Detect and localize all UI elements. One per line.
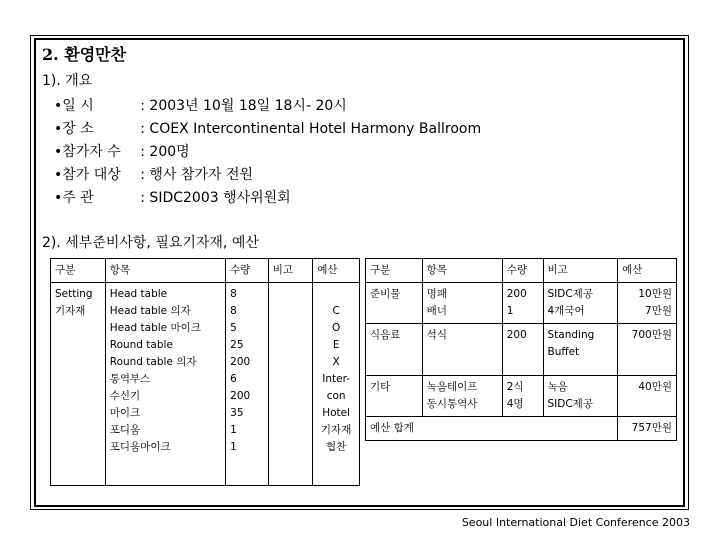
overview-value: : COEX Intercontinental Hotel Harmony Ballroom [140, 121, 482, 137]
list-item: Head table 마이크 [109, 322, 201, 334]
qty-value: 5 [230, 322, 237, 334]
overview-label: 장 소 [62, 121, 94, 137]
equipment-table [50, 258, 360, 486]
list-item: Head table 의자 [109, 305, 191, 317]
table-header-row [366, 259, 677, 283]
bullet-icon: • [54, 190, 63, 206]
bullet-icon: • [54, 167, 63, 183]
qty-value: 200 [230, 356, 251, 368]
qty-value: 1 [230, 424, 237, 436]
qty-value: 8 [230, 305, 237, 317]
table-header: 구분 [366, 259, 423, 283]
table-row [366, 324, 677, 376]
bullet-icon: • [54, 121, 63, 137]
qty-cell: 2식 4명 [502, 376, 543, 417]
overview-label: 주 관 [62, 190, 94, 206]
category-cell: 준비물 [366, 283, 423, 324]
overview-item [54, 141, 190, 161]
bullet-icon: • [54, 144, 63, 160]
qty-value: 200 [230, 390, 251, 402]
item-cell: 명패 배너 [422, 283, 502, 324]
overview-item [54, 187, 291, 207]
qty-value: 8 [230, 288, 237, 300]
table-header: 예산 [313, 259, 360, 283]
table-header-row [51, 259, 360, 283]
items-cell [105, 283, 225, 486]
list-item: 포디움마이크 [109, 441, 171, 453]
table-row [366, 376, 677, 417]
budget-table [365, 258, 677, 441]
budget-cell: 10만원 7만원 [618, 283, 677, 324]
item-cell: 석식 [422, 324, 502, 376]
qty-value: 35 [230, 407, 244, 419]
overview-value: : 200명 [140, 144, 190, 160]
overview-item [54, 164, 253, 184]
table-header: 항목 [422, 259, 502, 283]
category-cell: Setting 기자재 [51, 283, 106, 486]
prep-heading: 2). 세부준비사항, 필요기자재, 예산 [42, 235, 259, 251]
list-item: 수신기 [109, 390, 141, 402]
budget-cell: 40만원 [618, 376, 677, 417]
overview-label: 참가자 수 [62, 144, 121, 160]
table-row [51, 283, 360, 486]
note-cell: SIDC제공 4개국어 [543, 283, 618, 324]
table-header: 수량 [226, 259, 269, 283]
qty-cell [226, 283, 269, 486]
item-cell: 녹음테이프 동시통역사 [422, 376, 502, 417]
total-row [366, 417, 677, 441]
qty-cell: 200 [502, 324, 543, 376]
qty-value: 6 [230, 373, 237, 385]
overview-heading: 1). 개요 [42, 73, 93, 89]
list-item: 포디움 [109, 424, 141, 436]
table-header: 수량 [502, 259, 543, 283]
list-item: Round table 의자 [109, 356, 197, 368]
overview-item [54, 118, 481, 138]
overview-item [54, 95, 347, 115]
overview-value: : 행사 참가자 전원 [140, 167, 254, 183]
table-header: 비고 [543, 259, 618, 283]
note-cell: Standing Buffet [543, 324, 618, 376]
total-value: 757만원 [618, 417, 677, 441]
qty-cell: 200 1 [502, 283, 543, 324]
category-cell: 식음료 [366, 324, 423, 376]
table-header: 비고 [268, 259, 313, 283]
budget-cell: 700만원 [618, 324, 677, 376]
list-item: Round table [109, 339, 173, 351]
table-header: 구분 [51, 259, 106, 283]
category-cell: 기타 [366, 376, 423, 417]
note-cell: 녹음 SIDC제공 [543, 376, 618, 417]
list-item: 마이크 [109, 407, 141, 419]
qty-value: 1 [230, 441, 237, 453]
total-label: 예산 합계 [366, 417, 618, 441]
overview-label: 일 시 [62, 98, 94, 114]
list-item: Head table [109, 288, 168, 300]
qty-value: 25 [230, 339, 244, 351]
note-cell [268, 283, 313, 486]
footer-text: Seoul International Diet Conference 2003 [461, 516, 690, 529]
table-header: 예산 [618, 259, 677, 283]
table-row [366, 283, 677, 324]
list-item: 통역부스 [109, 373, 151, 385]
overview-value: : 2003년 10월 18일 18시- 20시 [140, 98, 347, 114]
table-header: 항목 [105, 259, 225, 283]
bullet-icon: • [54, 98, 63, 114]
page-title: 2. 환영만찬 [42, 45, 127, 64]
budget-note-cell: C O E X Inter- con Hotel 기자재 협찬 [313, 283, 360, 486]
overview-value: : SIDC2003 행사위원회 [140, 190, 291, 206]
overview-label: 참가 대상 [62, 167, 121, 183]
